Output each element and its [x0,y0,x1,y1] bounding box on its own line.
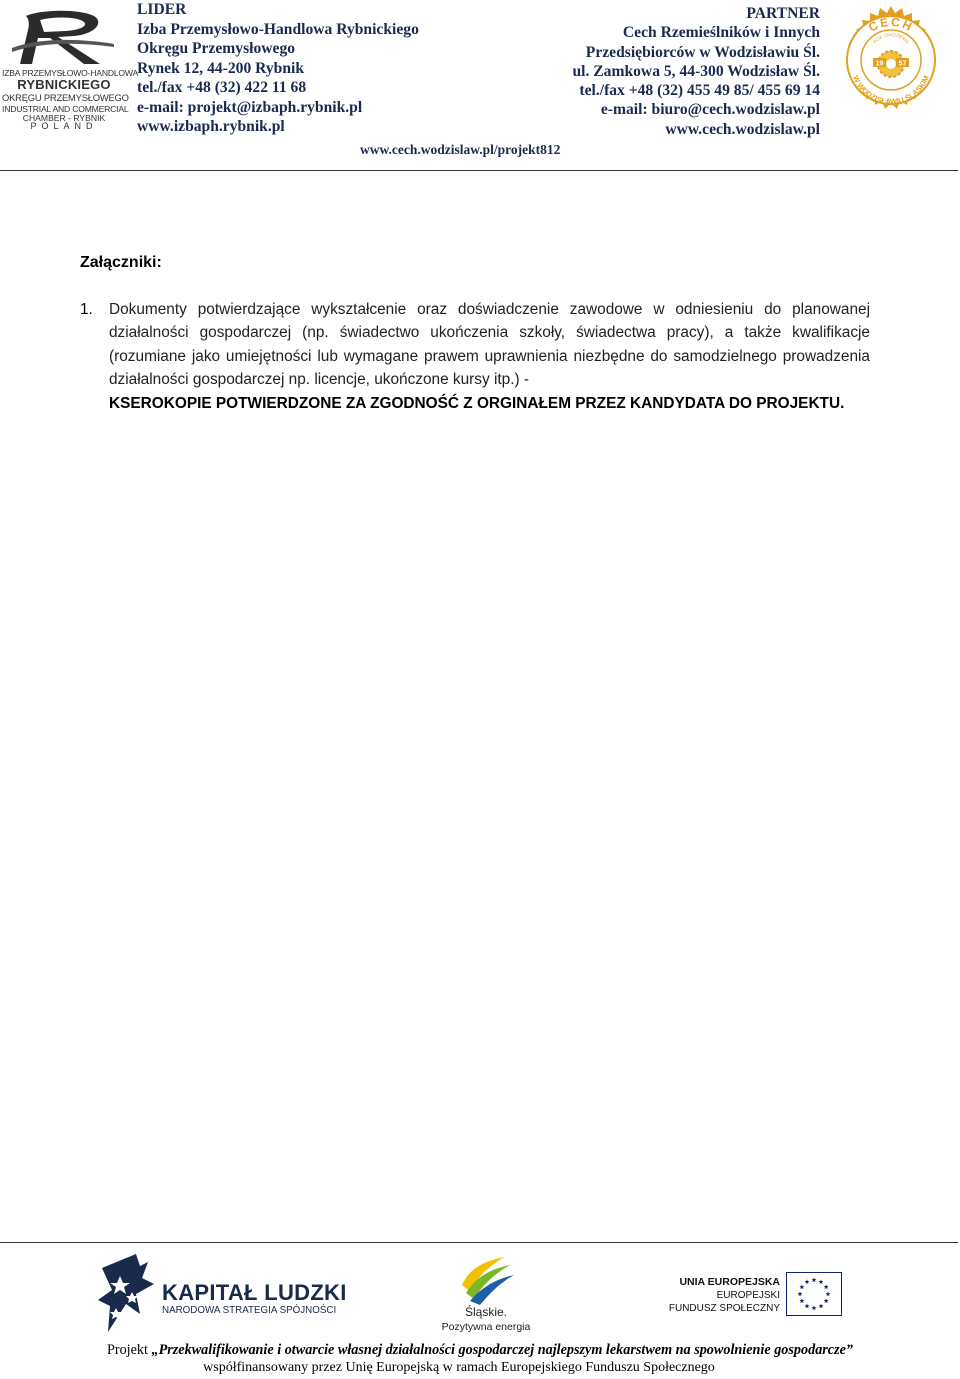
izba-logo-line: INDUSTRIAL AND COMMERCIAL [2,104,129,114]
eu-line2: EUROPEJSKI [716,1290,780,1301]
slaskie-name: Śląskie. [464,1305,508,1319]
attachment-number: 1. [80,301,93,318]
seal-year-left: 19 [875,60,884,68]
project-url-link[interactable]: www.cech.wodzislaw.pl/projekt812 [360,142,561,157]
eu-line3: FUNDUSZ SPOŁECZNY [668,1303,780,1314]
kapital-ludzki-emblem-icon [96,1254,156,1338]
partner-role: PARTNER [746,5,820,22]
document-header [0,0,960,175]
kapital-ludzki-title: KAPITAŁ LUDZKI [162,1280,347,1305]
lider-contact-block [137,0,419,137]
kapital-ludzki-logo [96,1254,346,1338]
footer-project-prefix: Projekt [106,1342,152,1358]
cech-seal-logo [835,4,947,116]
seal-year-right: 57 [898,60,907,68]
kapital-ludzki-subtitle: NARODOWA STRATEGIA SPÓJNOŚCI [162,1305,337,1316]
cech-seal-icon [835,4,947,116]
lider-role: LIDER [137,1,187,18]
lider-email-link[interactable]: e-mail: projekt@izbaph.rybnik.pl [137,98,363,116]
attachment-emphasis: KSEROKOPIE POTWIERDZONE ZA ZGODNOŚĆ Z ORGINAŁEM PRZEZ KANDYDATA DO PROJEKTU. [109,394,845,412]
seal-bottom-text: W WODZISŁAWIU ŚLĄSKIM [851,74,931,107]
eu-flag-icon [786,1272,842,1316]
attachments-heading: Załączniki: [80,254,162,271]
partner-name-line2: Przedsiębiorców w Wodzisławiu Śl. [585,43,820,61]
footer-cofinancing: współfinansowany przez Unię Europejską w ramach Europejskiego Funduszu Społecznego [203,1360,715,1375]
partner-phone: tel./fax +48 (32) 455 49 85/ 455 69 14 [579,82,820,100]
partner-website-link[interactable]: www.cech.wodzislaw.pl [665,120,820,138]
seal-inner-text: ROK ZAŁOŻENIA [872,32,910,45]
izba-logo-line: RYBNICKIEGO [17,77,111,92]
seal-top-text: CECH [866,14,916,35]
partner-email-link[interactable]: e-mail: biuro@cech.wodzislaw.pl [600,101,820,119]
attachment-item [80,298,870,415]
partner-address: ul. Zamkowa 5, 44-300 Wodzisław Śl. [572,62,820,80]
partner-name-line1: Cech Rzemieślników i Innych [622,24,820,42]
footer-divider [0,1242,958,1243]
footer-project-line [0,1342,960,1359]
eu-line1: UNIA EUROPEJSKA [679,1276,780,1288]
slaskie-tagline: Pozytywna energia [441,1321,531,1333]
izba-logo-line: POLAND [30,121,98,131]
izba-logo-line: CHAMBER - RYBNIK [22,113,106,123]
lider-name-line1: Izba Przemysłowo-Handlowa Rybnickiego [137,20,419,38]
izba-logo-line: IZBA PRZEMYSŁOWO-HANDLOWA [2,68,139,78]
izba-logo [2,8,139,131]
lider-name-line2: Okręgu Przemysłowego [137,40,296,57]
lider-address: Rynek 12, 44-200 Rybnik [137,59,305,77]
lider-phone: tel./fax +48 (32) 422 11 68 [137,79,307,96]
izba-r-emblem-icon [8,8,118,70]
slaskie-wave-icon [456,1255,516,1305]
footer-project-title: „Przekwalifikowanie i otwarcie własnej działalności gospodarczej najlepszym lekarstwem na spowolnienie gospodarcze” [151,1342,854,1358]
header-divider [0,170,958,171]
izba-logo-line: OKRĘGU PRZEMYSŁOWEGO [2,92,129,103]
partner-contact-block [572,4,820,139]
eu-efs-logo [644,1268,844,1328]
lider-website-link[interactable]: www.izbaph.rybnik.pl [137,118,285,135]
slaskie-logo [436,1255,536,1337]
attachment-text: Dokumenty potwierdzające wykształcenie oraz doświadczenie zawodowe w odniesieniu do planowanej działalności gospodarczej (np. świadectwo ukończenia szkoły, świadectwa pracy), a także kwalifikacje (rozumiane jako umiejętności lub wymagane prawem uprawnienia niezbędne do samodzielnego prowadzenia działalności gospodarczej np. licencje, ukończone kursy itp.) - [109,301,870,389]
